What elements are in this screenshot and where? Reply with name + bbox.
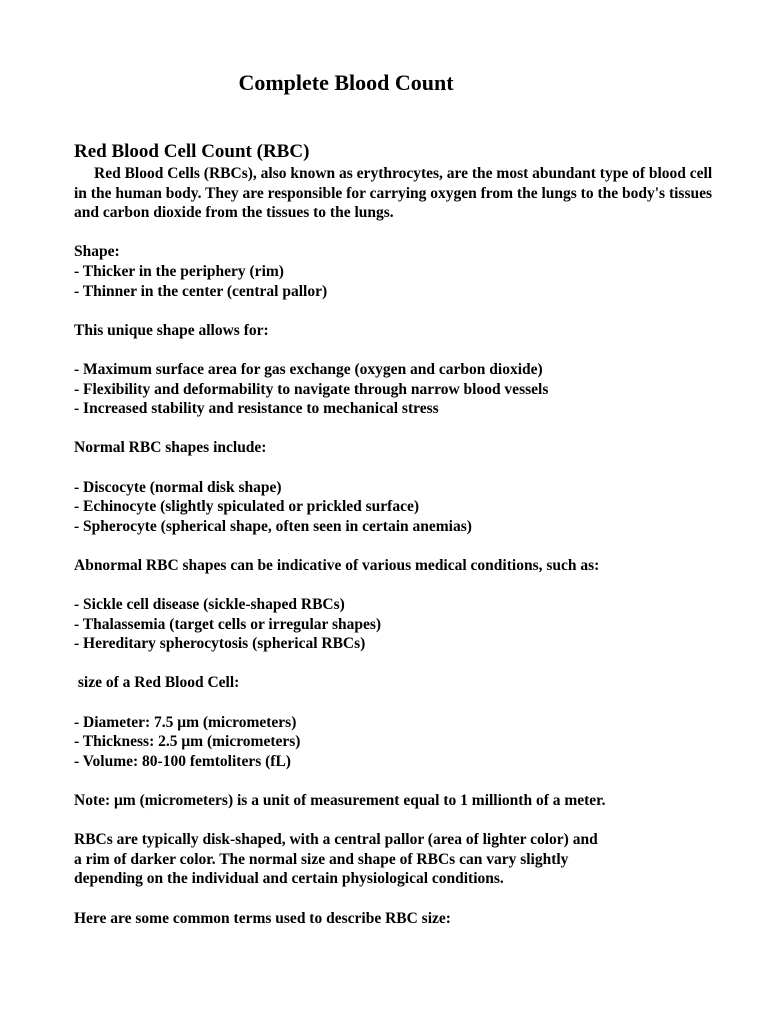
- spacer: [74, 693, 714, 713]
- list-item: - Spherocyte (spherical shape, often seen in certain anemias): [74, 517, 472, 535]
- spacer: [74, 458, 714, 478]
- spacer: [74, 771, 714, 791]
- list-item: - Thalassemia (target cells or irregular shapes): [74, 615, 382, 633]
- list-item: - Thinner in the center (central pallor): [74, 282, 328, 300]
- rbc-description: [74, 830, 714, 908]
- list-item: - Sickle cell disease (sickle-shaped RBCs): [74, 596, 345, 614]
- list-item: - Hereditary spherocytosis (spherical RBCs): [74, 635, 366, 653]
- section-heading: Red Blood Cell Count (RBC): [74, 141, 310, 162]
- terms-section: [74, 909, 714, 929]
- shape-label: Shape:: [74, 243, 120, 261]
- spacer: [74, 889, 714, 909]
- allows-section: [74, 321, 714, 439]
- list-item: - Volume: 80-100 femtoliters (fL): [74, 752, 291, 770]
- shape-section: [74, 223, 714, 321]
- spacer: [74, 419, 714, 439]
- document-body: [74, 140, 714, 928]
- list-item: - Thickness: 2.5 μm (micrometers): [74, 733, 301, 751]
- spacer: [74, 575, 714, 595]
- description-line: a rim of darker color. The normal size and shape of RBCs can vary slightly: [74, 850, 569, 868]
- list-item: - Flexibility and deformability to navigate through narrow blood vessels: [74, 380, 549, 398]
- spacer: [74, 340, 714, 360]
- note-text: Note: μm (micrometers) is a unit of measurement equal to 1 millionth of a meter.: [74, 792, 606, 809]
- normal-label: Normal RBC shapes include:: [74, 439, 267, 457]
- intro-paragraph: Red Blood Cells (RBCs), also known as erythrocytes, are the most abundant type of blood cell in the human body. They are responsible for carrying oxygen from the lungs to the body's tissues and carbon dioxide from the tissues to the lungs.: [74, 165, 713, 222]
- normal-shapes-section: [74, 438, 714, 556]
- size-label: size of a Red Blood Cell:: [74, 674, 240, 692]
- list-item: - Increased stability and resistance to mechanical stress: [74, 400, 439, 418]
- spacer: [74, 223, 714, 243]
- abnormal-label: Abnormal RBC shapes can be indicative of various medical conditions, such as:: [74, 556, 600, 574]
- size-section: [74, 673, 714, 791]
- list-item: - Echinocyte (slightly spiculated or prickled surface): [74, 498, 419, 516]
- allows-label: This unique shape allows for:: [74, 321, 269, 339]
- note-section: [74, 791, 714, 830]
- list-item: - Thicker in the periphery (rim): [74, 262, 284, 280]
- spacer: [74, 536, 714, 556]
- document-title: Complete Blood Count: [238, 70, 454, 95]
- list-item: - Diameter: 7.5 μm (micrometers): [74, 713, 297, 731]
- abnormal-shapes-section: [74, 556, 714, 674]
- list-item: - Maximum surface area for gas exchange (oxygen and carbon dioxide): [74, 360, 543, 378]
- spacer: [74, 811, 714, 831]
- terms-label: Here are some common terms used to describe RBC size:: [74, 909, 451, 927]
- spacer: [74, 654, 714, 674]
- list-item: - Discocyte (normal disk shape): [74, 478, 282, 496]
- description-line: depending on the individual and certain physiological conditions.: [74, 870, 504, 888]
- spacer: [74, 301, 714, 321]
- description-line: RBCs are typically disk-shaped, with a central pallor (area of lighter color) and: [74, 831, 598, 849]
